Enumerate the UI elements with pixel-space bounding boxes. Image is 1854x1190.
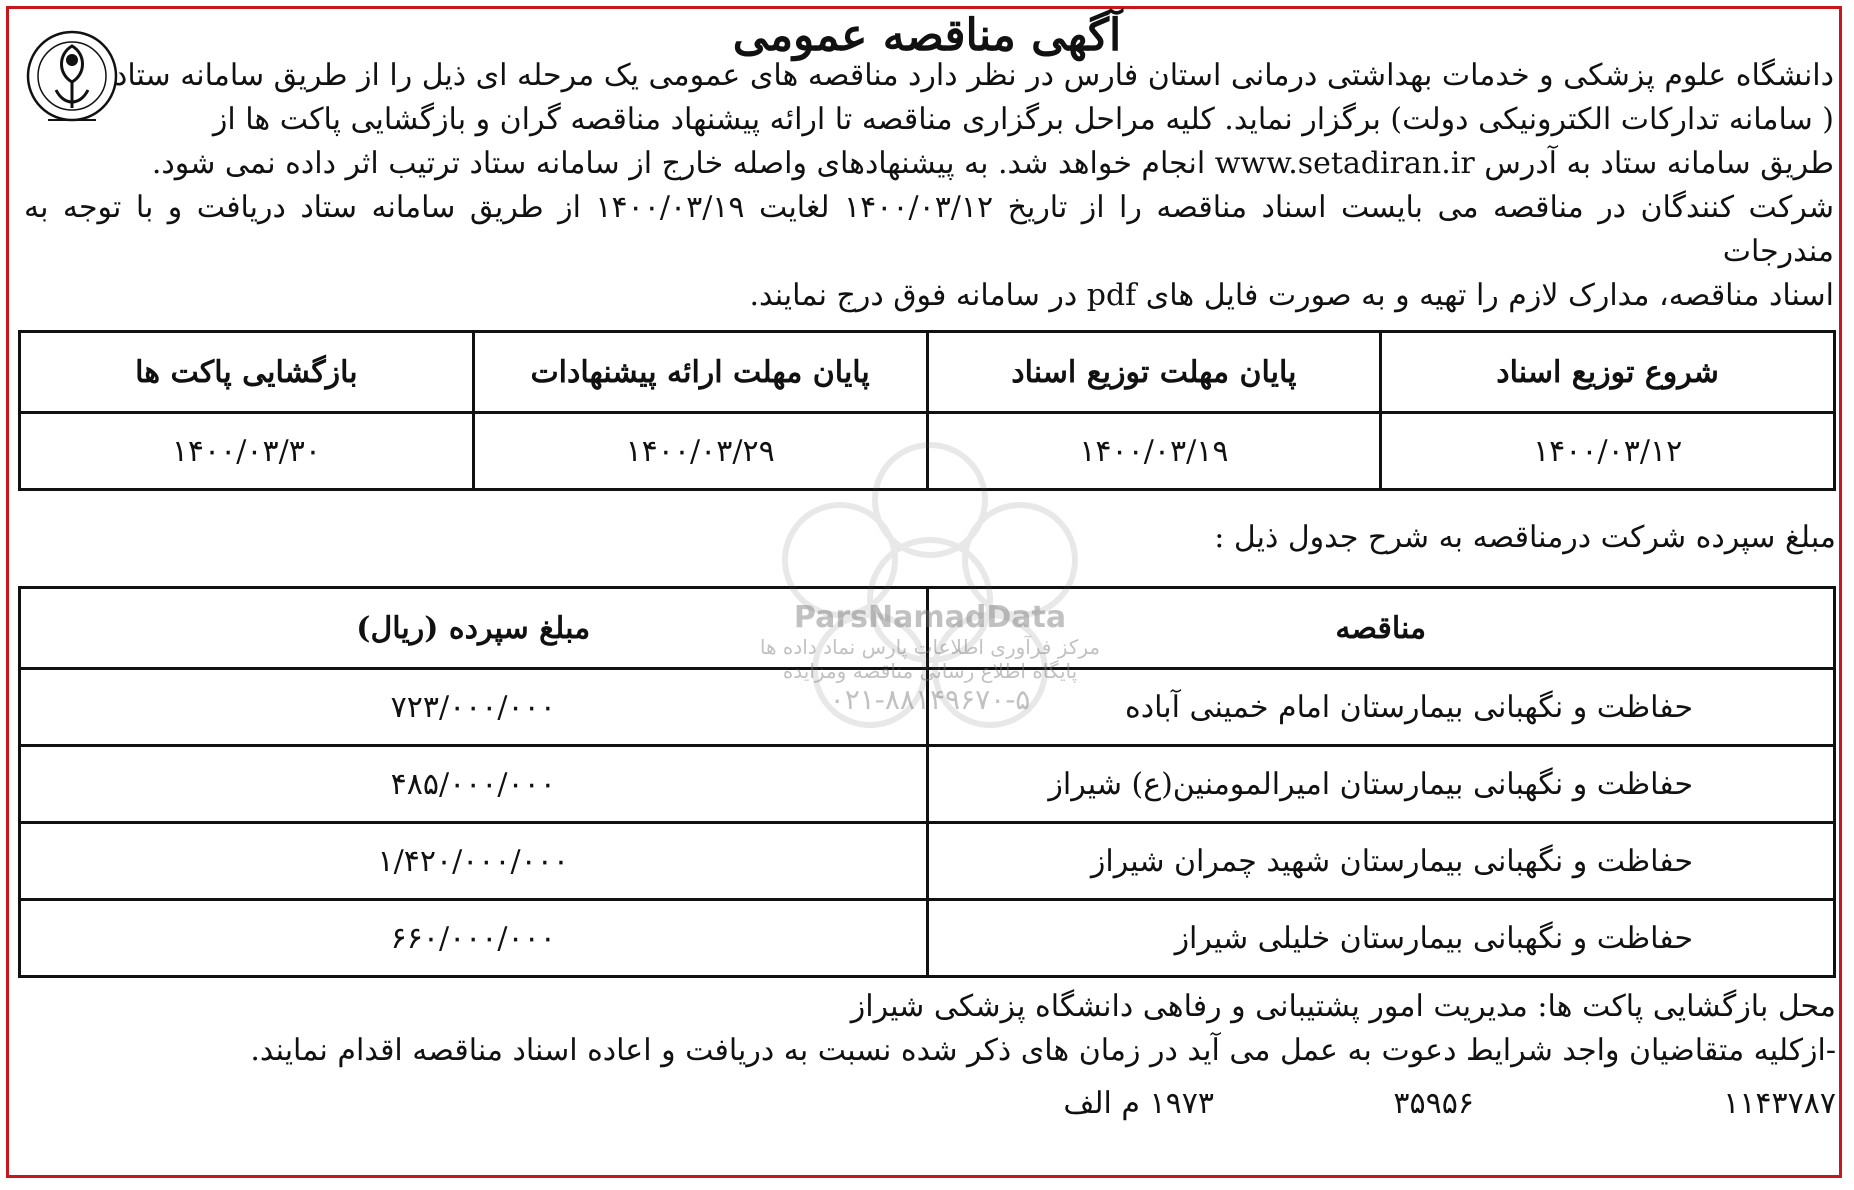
date-end-distribution: ۱۴۰۰/۰۳/۱۹ (927, 413, 1381, 490)
watermark (720, 600, 1140, 716)
invitation-note: -ازکلیه متقاضیان واجد شرایط دعوت به عمل می آید در زمان های ذکر شده نسبت به دریافت و اعاده اسناد مناقصه اقدام نمایند. (250, 1033, 1836, 1068)
deposit-amount: ۱/۴۲۰/۰۰۰/۰۰۰ (20, 823, 928, 900)
schedule-header-row (20, 332, 1835, 413)
watermark-line: مرکز فرآوری اطلاعات پارس نماد داده ها (759, 635, 1101, 659)
reference-code: ۱۱۴۳۷۸۷ (1723, 1086, 1836, 1121)
intro-line: طریق سامانه ستاد به آدرس www.setadiran.ir انجام خواهد شد. به پیشنهادهای واصله خارج از سامانه ستاد ترتیب اثر داده نمی شود. (151, 146, 1834, 181)
header-tender: مناقصه (927, 588, 1835, 669)
intro-line: اسناد مناقصه، مدارک لازم را تهیه و به صورت فایل های pdf در سامانه فوق درج نمایند. (749, 278, 1834, 313)
table-row (20, 900, 1835, 977)
header-start-distribution: شروع توزیع اسناد (1381, 332, 1835, 413)
deposit-amount: ۴۸۵/۰۰۰/۰۰۰ (20, 746, 928, 823)
watermark-phone: ۰۲۱-۸۸۱۴۹۶۷۰-۵ (829, 683, 1031, 716)
notice-footer (18, 985, 1836, 1073)
table-row (20, 823, 1835, 900)
header-opening: بازگشایی پاکت ها (20, 332, 474, 413)
watermark-name: ParsNamadData (793, 600, 1067, 635)
reference-code: ۱۹۷۳ م الف (1063, 1086, 1214, 1121)
header-end-submission: پایان مهلت ارائه پیشنهادات (473, 332, 927, 413)
reference-code: ۳۵۹۵۶ (1393, 1086, 1474, 1121)
date-start-distribution: ۱۴۰۰/۰۳/۱۲ (1381, 413, 1835, 490)
deposit-amount: ۶۶۰/۰۰۰/۰۰۰ (20, 900, 928, 977)
header-end-distribution: پایان مهلت توزیع اسناد (927, 332, 1381, 413)
tender-name: حفاظت و نگهبانی بیمارستان شهید چمران شیراز (927, 823, 1835, 900)
intro-line: دانشگاه علوم پزشکی و خدمات بهداشتی درمانی استان فارس در نظر دارد مناقصه های عمومی یک مرحله ای ذیل را از طریق سامانه ستاد (113, 58, 1834, 93)
deposit-caption: مبلغ سپرده شرکت درمناقصه به شرح جدول ذیل : (1214, 520, 1836, 555)
intro-line: ( سامانه تدارکات الکترونیکی دولت) برگزار نماید. کلیه مراحل برگزاری مناقصه تا ارائه پیشنهاد مناقصه گران و بازگشایی پاکت ها از (212, 102, 1834, 137)
deposit-amount: ۷۲۳/۰۰۰/۰۰۰ (20, 669, 928, 746)
notice-title: آگهی مناقصه عمومی (732, 10, 1122, 61)
watermark-line: پایگاه اطلاع رسانی مناقصه ومزایده (782, 659, 1078, 683)
opening-location: محل بازگشایی پاکت ها: مدیریت امور پشتیبانی و رفاهی دانشگاه پزشکی شیراز (850, 989, 1836, 1024)
tender-name: حفاظت و نگهبانی بیمارستان امیرالمومنین(ع) شیراز (927, 746, 1835, 823)
notice-intro (24, 54, 1834, 318)
header-amount: مبلغ سپرده (ریال) (20, 588, 928, 669)
intro-line: شرکت کنندگان در مناقصه می بایست اسناد مناقصه را از تاریخ ۱۴۰۰/۰۳/۱۲ لغایت ۱۴۰۰/۰۳/۱۹ از طریق سامانه ستاد دریافت و با توجه به مندرجات (24, 190, 1834, 269)
tender-name: حفاظت و نگهبانی بیمارستان خلیلی شیراز (927, 900, 1835, 977)
date-end-submission: ۱۴۰۰/۰۳/۲۹ (473, 413, 927, 490)
date-opening: ۱۴۰۰/۰۳/۳۰ (20, 413, 474, 490)
tender-name: حفاظت و نگهبانی بیمارستان امام خمینی آباده (927, 669, 1835, 746)
